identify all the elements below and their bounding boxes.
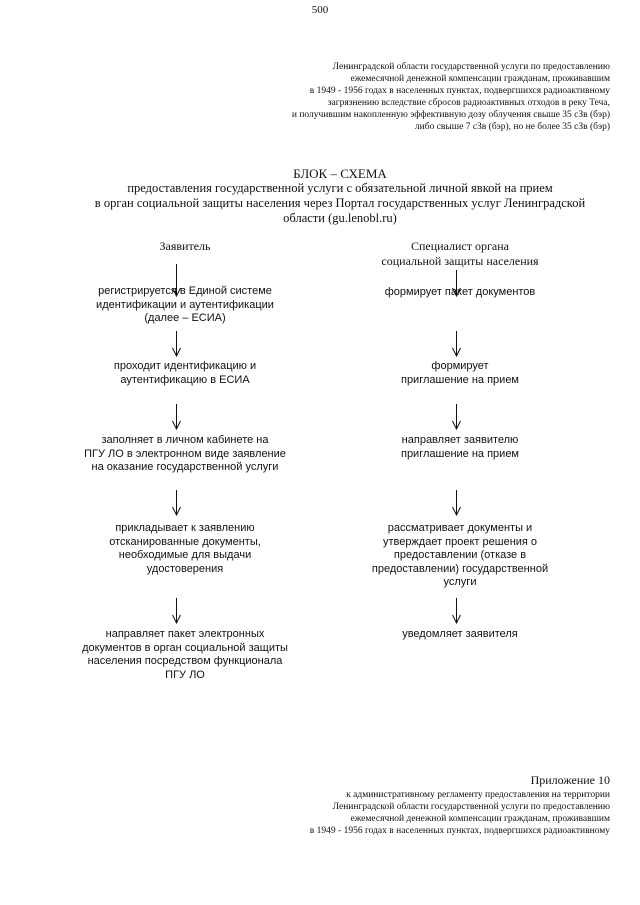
specialist-step: уведомляет заявителя	[402, 628, 518, 640]
applicant-step: направляет пакет электронных документов в орган социальной защиты населения посредством функционала ПГУ ЛО	[82, 628, 288, 681]
applicant-heading: Заявитель	[159, 239, 211, 253]
flow-arrow-down	[172, 598, 181, 624]
flow-arrow-down	[452, 404, 461, 430]
applicant-step: регистрируется в Единой системе идентификации и аутентификации (далее – ЕСИА)	[96, 285, 274, 324]
appendix-title: Приложение 10	[530, 773, 610, 787]
title-line: в орган социальной защиты населения через Портал государственных услуг Ленинградской	[94, 196, 586, 210]
appendix-line: к административному регламенту предоставления на территории	[346, 790, 610, 800]
specialist-step: формирует пакет документов	[384, 286, 536, 298]
applicant-step: проходит идентификацию и аутентификацию в ЕСИА	[113, 360, 257, 386]
specialist-step: рассматривает документы и утверждает проект решения о предоставлении (отказе в предоставлении) государственной услуги	[371, 522, 549, 588]
specialist-step: формирует приглашение на прием	[400, 360, 519, 386]
header-line: загрязнению вследствие сбросов радиоактивных отходов в реку Теча,	[327, 98, 610, 108]
flow-arrow-down	[452, 598, 461, 624]
flow-arrow-down	[172, 490, 181, 516]
header-line: Ленинградской области государственной услуги по предоставлению	[332, 62, 610, 72]
header-line: ежемесячной денежной компенсации гражданам, проживавшим	[350, 74, 610, 84]
header-line: и получившим накопленную эффективную дозу облучения свыше 35 сЗв (бэр)	[291, 110, 610, 120]
flow-arrow-down	[452, 331, 461, 357]
applicant-step: прикладывает к заявлению отсканированные документы, необходимые для выдачи удостоверения	[109, 522, 261, 575]
title-line: предоставления государственной услуги с обязательной личной явкой на прием	[127, 181, 553, 195]
header-line: либо свыше 7 сЗв (бэр), но не более 35 сЗв (бэр)	[414, 122, 610, 132]
appendix-line: в 1949 - 1956 годах в населенных пунктах, подвергшихся радиоактивному	[309, 826, 610, 836]
specialist-step: направляет заявителю приглашение на прием	[400, 434, 519, 460]
appendix-line: Ленинградской области государственной услуги по предоставлению	[332, 802, 610, 812]
title-line: области (gu.lenobl.ru)	[283, 211, 397, 225]
title-main: БЛОК – СХЕМА	[293, 166, 387, 181]
applicant-step: заполняет в личном кабинете на ПГУ ЛО в электронном виде заявление на оказание государственной услуги	[84, 434, 286, 473]
page-number: 500	[311, 4, 329, 16]
flow-arrow-down	[452, 490, 461, 516]
specialist-heading: Специалист органа социальной защиты населения	[381, 239, 539, 268]
appendix-line: ежемесячной денежной компенсации гражданам, проживавшим	[350, 814, 610, 824]
flow-arrow-down	[172, 404, 181, 430]
flow-arrow-down	[172, 331, 181, 357]
header-line: в 1949 - 1956 годах в населенных пунктах, подвергшихся радиоактивному	[309, 86, 610, 96]
